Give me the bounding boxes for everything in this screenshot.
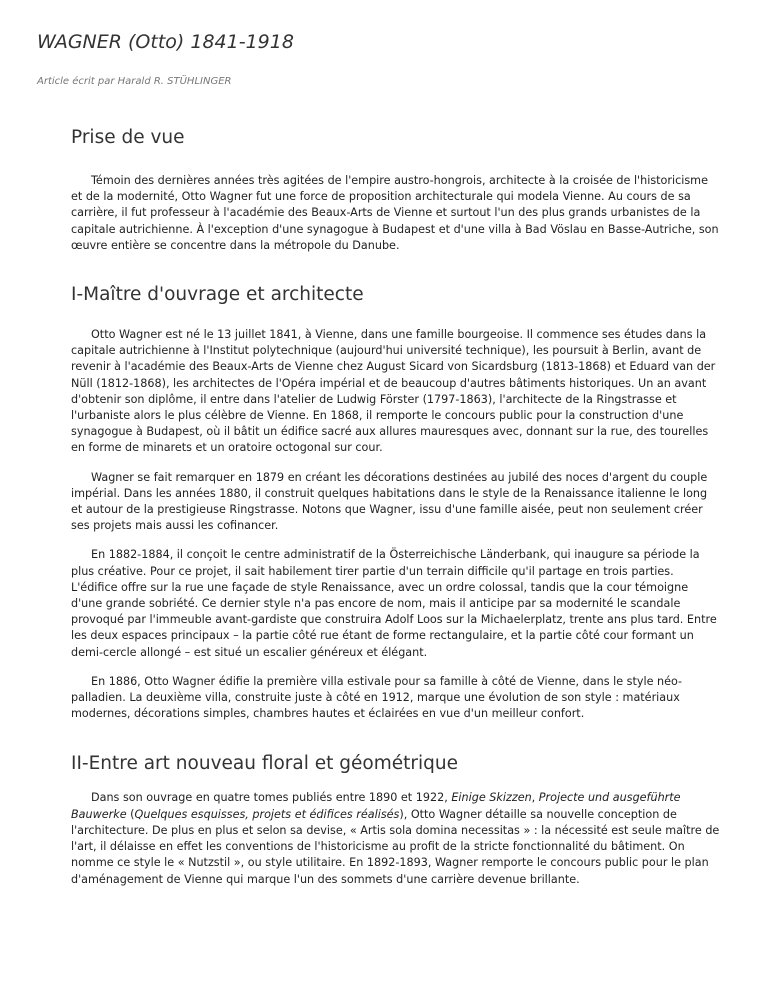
section-art-nouveau — [71, 752, 721, 887]
section-prise-de-vue — [71, 126, 721, 254]
section-heading: II-Entre art nouveau floral et géométrique — [71, 753, 458, 775]
text-run: , — [531, 791, 539, 805]
text-run: Dans son ouvrage en quatre tomes publiés entre 1890 et 1922, — [91, 791, 452, 805]
article-body — [71, 126, 721, 888]
document-title: WAGNER (Otto) 1841-1918 — [37, 31, 294, 53]
section-heading: Prise de vue — [71, 127, 185, 148]
text-run: ( — [126, 807, 135, 821]
section-heading: I-Maître d'ouvrage et architecte — [71, 284, 364, 306]
book-title-translation: Quelques esquisses, projets et édifices réalisés — [134, 807, 400, 821]
paragraph: En 1886, Otto Wagner édifie la première villa estivale pour sa famille à côté de Vienne, dans le style néo-palladien. La deuxième villa, construite juste à côté en 1912, marque une évolution de son style : matériaux modernes, décorations simples, chambres hautes et éclairées en vue d'un meilleur confort. — [71, 674, 683, 721]
paragraph: Témoin des dernières années très agitées de l'empire austro-hongrois, architecte à la croisée de l'historicisme et de la modernité, Otto Wagner fut une force de proposition architecturale qui modela Vienne. Au cours de sa carrière, il fut professeur à l'académie des Beaux-Arts de Vienne et surtout l'un des plus grands urbanistes de la capitale autrichienne. À l'exception d'une synagogue à Budapest et d'une villa à Bad Vöslau en Basse-Autriche, son œuvre entière se concentre dans la métropole du Danube. — [71, 174, 719, 252]
paragraph: En 1882-1884, il conçoit le centre administratif de la Österreichische Länderbank, qui inaugure sa période la plus créative. Pour ce projet, il sait habilement tirer partie d'un terrain difficile qu'il partage en trois parties. L'édifice offre sur la rue une façade de style Renaissance, avec un ordre colossal, tandis que la cour témoigne d'une grande sobriété. Ce dernier style n'a pas encore de nom, mais il anticipe par sa modernité le scandale provoqué par l'immeuble avant-gardiste que construira Adolf Loos sur la Michaelerplatz, trente ans plus tard. Entre les deux espaces principaux – la partie côté rue étant de forme rectangulaire, et la partie côté cour formant un demi-cercle allongé – est situé un escalier généreux et élégant. — [71, 548, 717, 659]
paragraph — [71, 790, 721, 887]
paragraph: Wagner se fait remarquer en 1879 en créant les décorations destinées au jubilé des noces d'argent du couple impérial. Dans les années 1880, il construit quelques habitations dans le style de la Renaissance italienne le long et autour de la prestigieuse Ringstrasse. Notons que Wagner, issu d'une famille aisée, peut non seulement créer ses projets mais aussi les cofinancer. — [71, 470, 708, 533]
book-title: Einige Skizzen — [451, 791, 532, 805]
text-run: ), Otto Wagner détaille sa nouvelle conception de l'architecture. De plus en plus et selon sa devise, « Artis sola domina necessitas » : la nécessité est seule maître de l'art, il délaisse en effet les conventions de l'historicisme au profit de la stricte fonctionnalité du bâtiment. On nomme ce style le « Nutzstil », ou style utilitaire. En 1892-1893, Wagner remporte le concours public pour le plan d'aménagement de Vienne qui marque l'un des sommets d'une carrière devenue brillante. — [71, 807, 720, 886]
author-byline: Article écrit par Harald R. STÜHLINGER — [37, 76, 232, 87]
book-title: Projecte und ausgeführte Bauwerke — [71, 791, 681, 821]
paragraph: Otto Wagner est né le 13 juillet 1841, à Vienne, dans une famille bourgeoise. Il commence ses études dans la capitale autrichienne à l'Institut polytechnique (aujourd'hui université technique), les poursuit à Berlin, avant de revenir à l'académie des Beaux-Arts de Vienne chez August Sicard von Sicardsburg (1813-1868) et Eduard van der Nüll (1812-1868), les architectes de l'Opéra impérial et de beaucoup d'autres bâtiments historiques. Un an avant d'obtenir son diplôme, il entre dans l'atelier de Ludwig Förster (1797-1863), l'architecte de la Ringstrasse et l'urbaniste alors le plus célèbre de Vienne. En 1868, il remporte le concours public pour la construction d'une synagogue à Budapest, où il bâtit un édifice sacré aux allures mauresques avec, donnant sur la rue, des tourelles en forme de minarets et un oratoire octogonal sur cour. — [71, 328, 716, 455]
section-maitre-ouvrage — [71, 283, 721, 722]
